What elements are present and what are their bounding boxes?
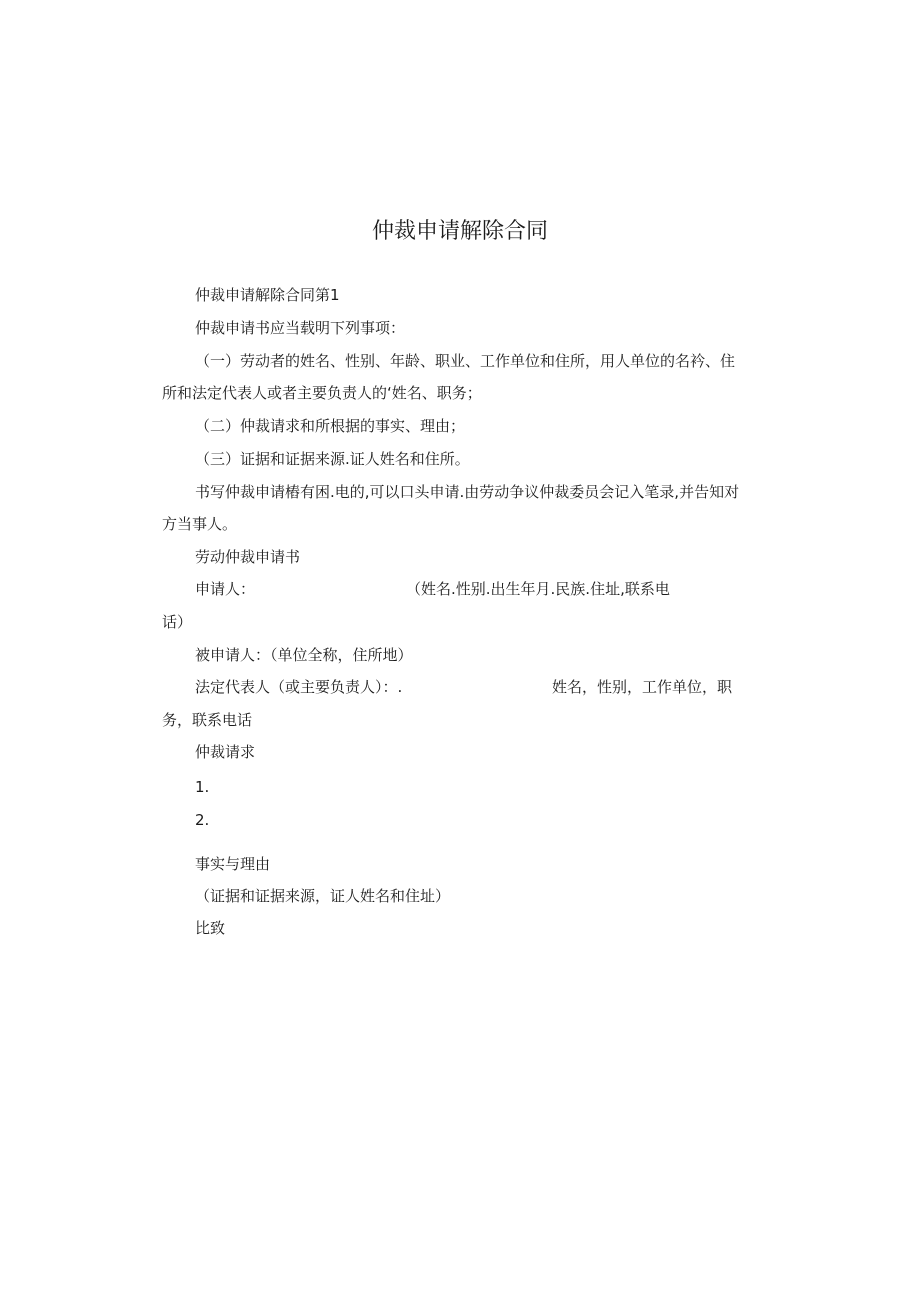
legal-rep-hint-line-2: 务，联系电话	[162, 711, 253, 729]
applicant-hint-line-2: 话）	[162, 613, 193, 631]
item-one-line-1: （一）劳动者的姓名、性别、年龄、职业、工作单位和住所，用人单位的名衿、住	[195, 352, 736, 370]
applicant-label: 申请人：	[195, 580, 256, 598]
oral-application-line-1: 书写仲裁申请樁有困.电的,可以口头申请.由劳动争议仲裁委员会记入笔录,并告知对	[195, 483, 740, 501]
form-title: 劳动仲裁申请书	[195, 548, 301, 566]
evidence-hint: （证据和证据来源，证人姓名和住址）	[195, 887, 451, 905]
legal-rep-label: 法定代表人（或主要负责人）：.	[195, 678, 403, 696]
claim-item-2: 2.	[195, 811, 210, 829]
applicant-hint-line-1: （姓名.性别.出生年月.民族.住址,联系电	[406, 580, 670, 598]
oral-application-line-2: 方当事人。	[162, 515, 238, 533]
document-subtitle: 仲裁申请解除合同第1	[195, 286, 340, 304]
claims-heading: 仲裁请求	[195, 743, 256, 761]
intro-paragraph: 仲裁申请书应当载明下列事项：	[195, 319, 406, 337]
closing-salutation: 比致	[195, 919, 226, 937]
legal-rep-hint-line-1: 姓名，性别，工作单位，职	[552, 678, 733, 696]
document-title: 仲裁申请解除合同	[371, 219, 548, 244]
item-two: （二）仲裁请求和所根据的事实、理由；	[195, 417, 466, 435]
facts-heading: 事实与理由	[195, 855, 271, 873]
claim-item-1: 1.	[195, 778, 210, 796]
item-one-line-2: 所和法定代表人或者主要负责人的‘姓名、职务；	[162, 384, 482, 402]
respondent-line: 被申请人：（单位全称，住所地）	[195, 646, 413, 664]
item-three: （三）证据和证据来源.证人姓名和住所。	[195, 450, 470, 468]
